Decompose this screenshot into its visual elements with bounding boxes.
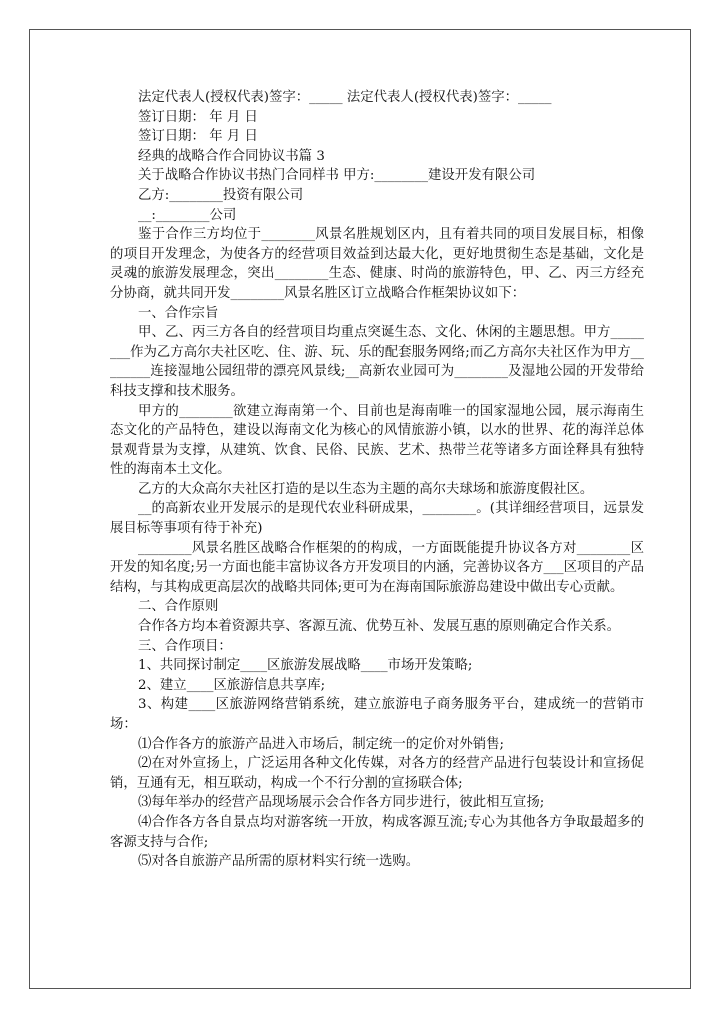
- para-sub-1: ⑴合作各方的旅游产品进入市场后，制定统一的定价对外销售;: [138, 736, 505, 752]
- para-purpose-1: 甲、乙、丙三方各自的经营项目均重点突诞生态、文化、休闲的主题思想。甲方________作为乙方高尔夫社区吃、住、游、玩、乐的配套服务网络;而乙方高尔夫社区作为甲方________连接湿地公园纽带的漂亮风景线;__高新农业园可为________及湿地公园的开发带给科技支撑和技术服务。: [110, 325, 644, 399]
- para-background: 鉴于合作三方均位于________风景名胜规划区内，且有着共同的项目发展目标，相像的项目开发理念，为使各方的经营项目效益到达最大化，更好地贯彻生态是基础，文化是灵魂的旅游发展理念，突出________生态、健康、时尚的旅游特色，甲、乙、丙三方经充分协商，就共同开发________风景名胜区订立战略合作框架协议如下：: [110, 227, 644, 301]
- para-purpose-3: 乙方的大众高尔夫社区打造的是以生态为主题的高尔夫球场和旅游度假社区。: [138, 481, 594, 497]
- heading-purpose: 一、合作宗旨: [138, 305, 219, 321]
- heading-principle: 二、合作原则: [138, 599, 219, 615]
- para-purpose-5: ________风景名胜区战略合作框架的的构成，一方面既能提升协议各方对________区开发的知名度;另一方面也能丰富协议各方开发项目的内涵，完善协议各方___区项目的产品结构，与其构成更高层次的战略共同体;更可为在海南国际旅游岛建设中做出专心贡献。: [110, 540, 644, 595]
- document-body: [110, 88, 644, 872]
- para-project-1: 1、共同探讨制定____区旅游发展战略____市场开发策略;: [138, 658, 473, 674]
- para-project-2: 2、建立____区旅游信息共享库;: [138, 677, 326, 693]
- party-c-line: __:________公司: [138, 207, 237, 223]
- sign-date-line: 签订日期： 年 月 日: [138, 109, 258, 125]
- para-sub-2: ⑵在对外宣扬上，广泛运用各种文化传媒，对各方的经营产品进行包装设计和宣扬促销，互通有无，相互联动，构成一个不行分割的宣扬联合体;: [110, 756, 644, 791]
- party-a-line: 关于战略合作协议书热门合同样书 甲方:________建设开发有限公司: [138, 168, 536, 184]
- section-title: 经典的战略合作合同协议书篇 3: [138, 148, 325, 164]
- para-sub-4: ⑷合作各方各自景点均对游客统一开放，构成客源互流;专心为其他各方争取最超多的客源支持与合作;: [110, 814, 644, 850]
- party-b-line: 乙方:________投资有限公司: [138, 187, 304, 203]
- sign-date-line: 签订日期： 年 月 日: [138, 129, 258, 145]
- para-principle: 合作各方均本着资源共享、客源互流、优势互补、发展互惠的原则确定合作关系。: [138, 619, 621, 635]
- heading-projects: 三、合作项目：: [138, 638, 232, 654]
- para-project-3: 3、构建____区旅游网络营销系统，建立旅游电子商务服务平台，建成统一的营销市场：: [110, 697, 644, 732]
- para-sub-3: ⑶每年举办的经营产品现场展示会合作各方同步进行，彼此相互宣扬;: [138, 795, 545, 811]
- para-sub-5: ⑸对各自旅游产品所需的原材料实行统一选购。: [138, 854, 420, 870]
- signature-line: 法定代表人(授权代表)签字：_____ 法定代表人(授权代表)签字：_____: [138, 90, 552, 105]
- para-purpose-2: 甲方的________欲建立海南第一个、目前也是海南唯一的国家湿地公园，展示海南生态文化的产品特色，建设以海南文化为核心的风情旅游小镇，以水的世界、花的海洋总体景观背景为支撑，从建筑、饮食、民俗、民族、艺术、热带兰花等诸多方面诠释具有独特性的海南本土文化。: [110, 403, 644, 478]
- para-purpose-4: __的高新农业开发展示的是现代农业科研成果，________。(其详细经营项目，远景发展目标等事项有待于补充): [110, 501, 644, 537]
